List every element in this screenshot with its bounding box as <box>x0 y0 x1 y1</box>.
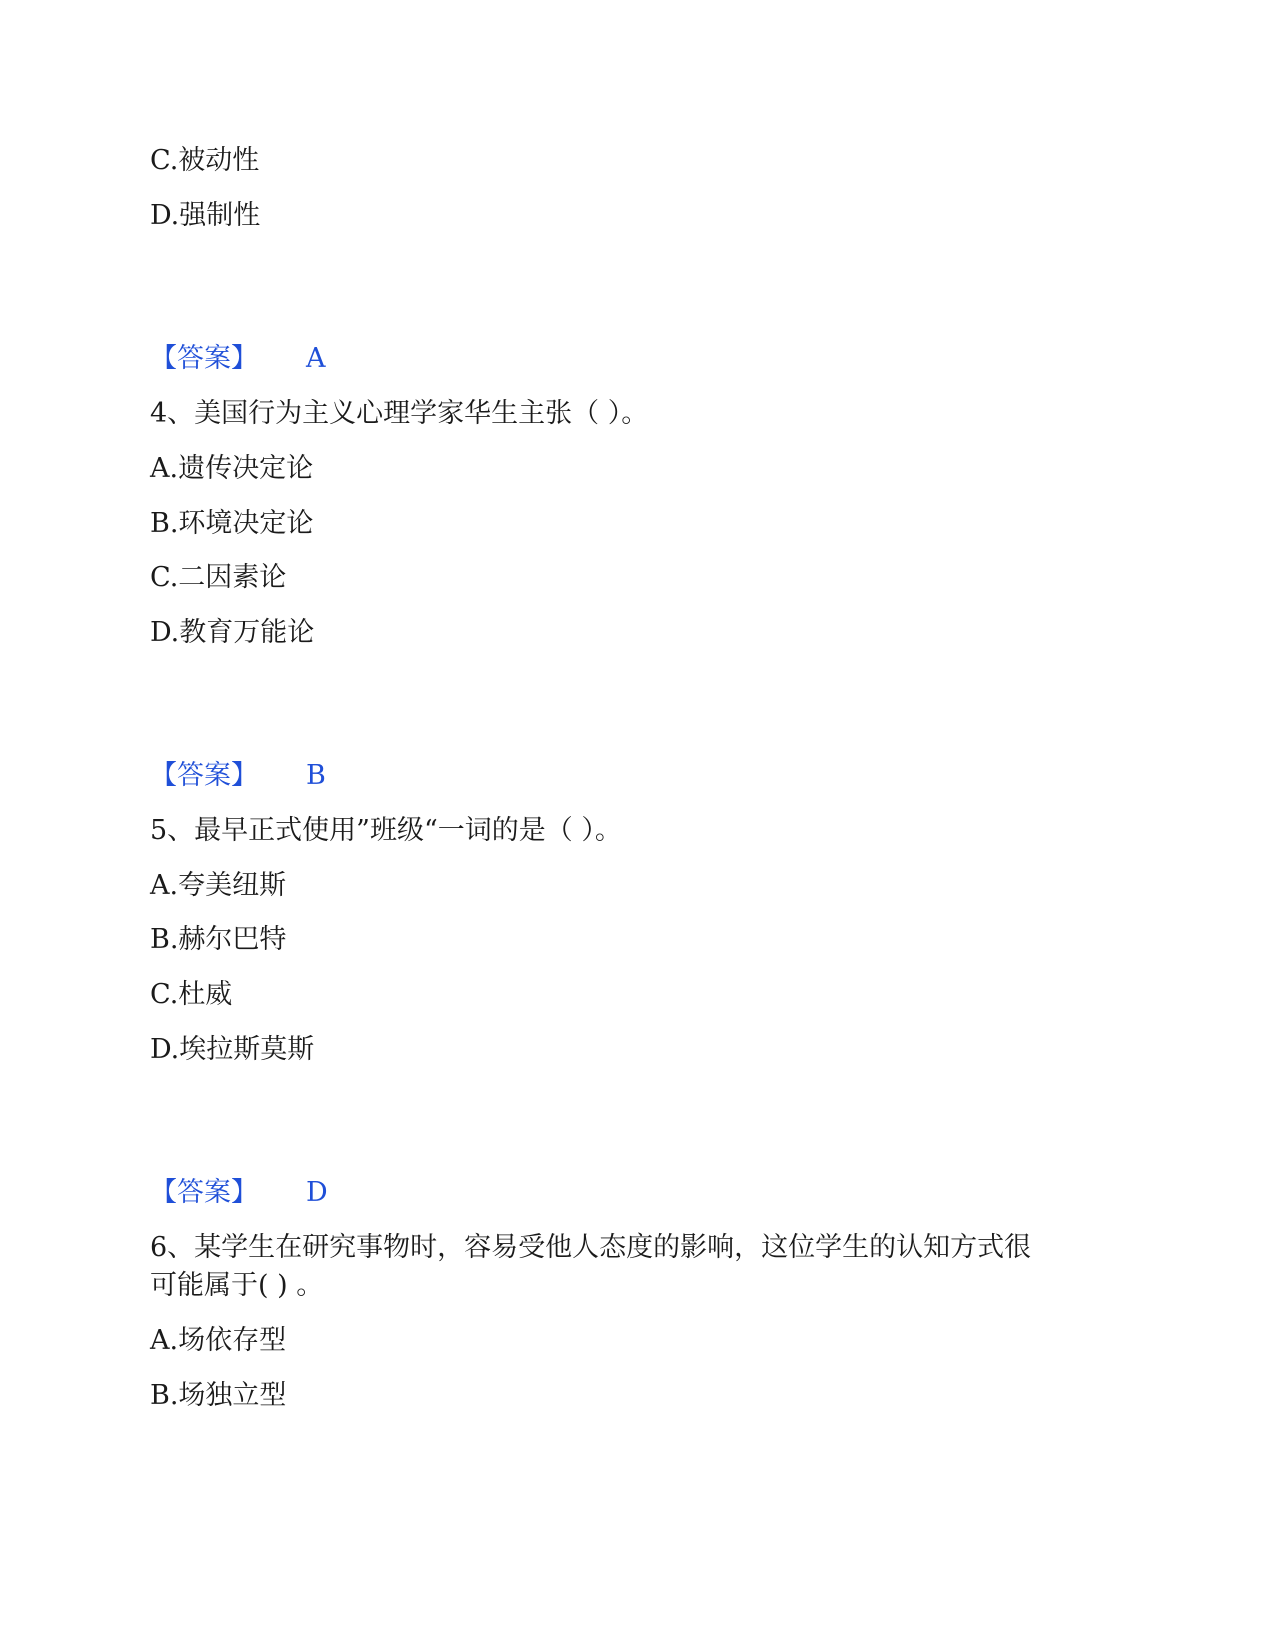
option-d: D.教育万能论 <box>150 617 315 648</box>
answer-label: 【答案】 <box>150 760 258 791</box>
option-d: D.强制性 <box>150 200 261 231</box>
question-stem-line-2: 可能属于( ) 。 <box>150 1270 324 1301</box>
answer-value: B <box>306 760 326 791</box>
question-stem: 5、最早正式使用”班级“一词的是（ ）。 <box>150 815 622 846</box>
question-stem: 4、美国行为主义心理学家华生主张（ ）。 <box>150 398 649 429</box>
answer-label: 【答案】 <box>150 1177 258 1208</box>
answer-value: D <box>306 1177 328 1208</box>
option-c: C.杜威 <box>150 979 233 1010</box>
answer-label: 【答案】 <box>150 343 258 374</box>
option-b: B.环境决定论 <box>150 508 314 539</box>
answer-value: A <box>306 343 326 374</box>
answer-row <box>150 759 326 793</box>
option-b: B.场独立型 <box>150 1380 287 1411</box>
option-c: C.被动性 <box>150 145 260 176</box>
option-b: B.赫尔巴特 <box>150 924 287 955</box>
option-a: A.夸美纽斯 <box>150 870 287 901</box>
question-stem-line-1: 6、某学生在研究事物时，容易受他人态度的影响，这位学生的认知方式很 <box>150 1232 1032 1263</box>
answer-row <box>150 342 326 376</box>
option-a: A.遗传决定论 <box>150 453 314 484</box>
option-a: A.场依存型 <box>150 1325 287 1356</box>
option-c: C.二因素论 <box>150 562 287 593</box>
answer-row <box>150 1176 328 1210</box>
option-d: D.埃拉斯莫斯 <box>150 1034 315 1065</box>
